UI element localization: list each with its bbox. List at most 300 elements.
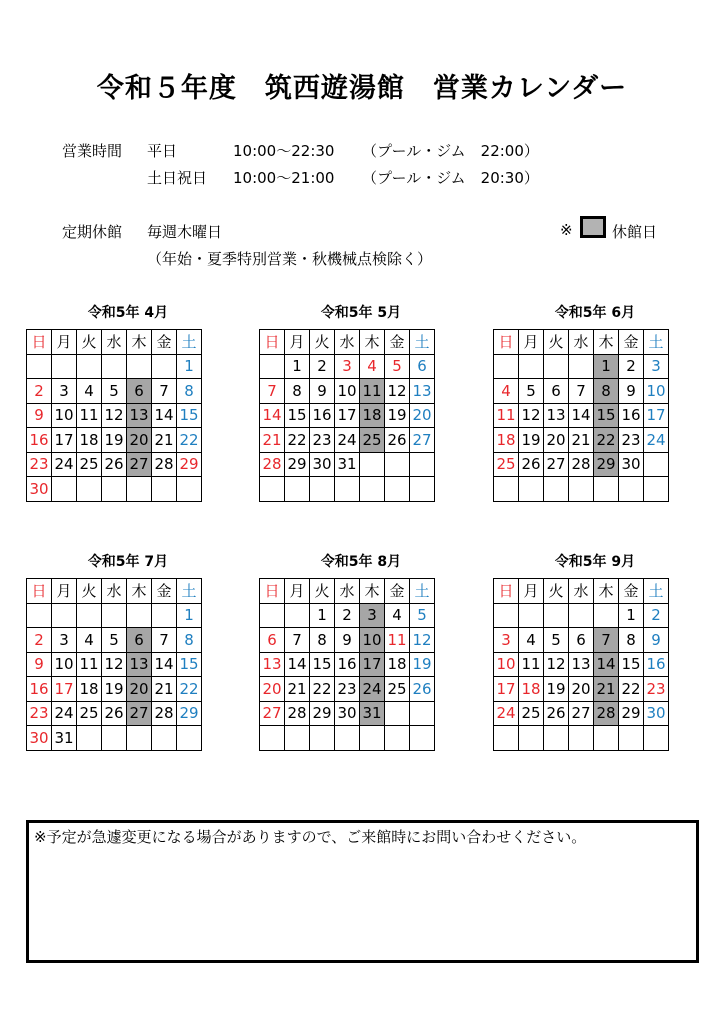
day-cell: 5 <box>102 379 127 404</box>
day-cell: 21 <box>594 677 619 702</box>
weekday-header: 水 <box>569 330 594 355</box>
day-cell: 26 <box>544 701 569 726</box>
day-cell: 23 <box>335 677 360 702</box>
day-cell: 28 <box>152 701 177 726</box>
empty-cell <box>260 354 285 379</box>
empty-cell <box>52 603 77 628</box>
day-cell: 19 <box>544 677 569 702</box>
week-row <box>260 628 435 653</box>
weekday-header: 金 <box>152 330 177 355</box>
empty-cell <box>360 452 385 477</box>
weekday-header: 金 <box>619 579 644 604</box>
day-cell: 1 <box>310 603 335 628</box>
day-cell: 18 <box>77 428 102 453</box>
empty-cell <box>260 603 285 628</box>
day-cell: 17 <box>52 677 77 702</box>
empty-cell <box>127 603 152 628</box>
weekday-header: 月 <box>52 330 77 355</box>
day-cell: 12 <box>102 403 127 428</box>
empty-cell <box>360 726 385 751</box>
weekday-header: 水 <box>335 330 360 355</box>
empty-cell <box>310 477 335 502</box>
day-cell: 26 <box>385 428 410 453</box>
week-row <box>27 428 202 453</box>
week-row <box>260 354 435 379</box>
weekend-pool-time: （プール・ジム 20:30） <box>362 169 539 187</box>
empty-cell <box>544 726 569 751</box>
day-cell: 9 <box>644 628 669 653</box>
weekday-header: 金 <box>385 330 410 355</box>
day-cell: 8 <box>177 379 202 404</box>
day-cell: 31 <box>52 726 77 751</box>
weekday-header: 日 <box>494 579 519 604</box>
day-cell: 15 <box>177 403 202 428</box>
day-cell: 1 <box>177 603 202 628</box>
day-cell: 9 <box>310 379 335 404</box>
day-cell: 22 <box>619 677 644 702</box>
day-cell: 17 <box>335 403 360 428</box>
weekday-header: 月 <box>519 579 544 604</box>
empty-cell <box>519 603 544 628</box>
day-cell: 24 <box>360 677 385 702</box>
empty-cell <box>177 726 202 751</box>
day-cell: 30 <box>27 726 52 751</box>
day-cell: 13 <box>544 403 569 428</box>
weekend-label: 土日祝日 <box>147 169 208 187</box>
day-cell: 19 <box>410 652 435 677</box>
day-cell: 9 <box>335 628 360 653</box>
weekday-header: 木 <box>360 330 385 355</box>
day-cell: 17 <box>644 403 669 428</box>
empty-cell <box>77 477 102 502</box>
weekday-header: 日 <box>27 330 52 355</box>
legend-label: 休館日 <box>612 223 658 241</box>
day-cell: 10 <box>360 628 385 653</box>
day-cell: 3 <box>335 354 360 379</box>
empty-cell <box>519 354 544 379</box>
week-row <box>27 677 202 702</box>
day-cell: 22 <box>285 428 310 453</box>
weekday-header: 日 <box>27 579 52 604</box>
week-row <box>260 477 435 502</box>
empty-cell <box>644 726 669 751</box>
weekday-header: 水 <box>102 330 127 355</box>
day-cell: 2 <box>310 354 335 379</box>
empty-cell <box>52 477 77 502</box>
day-cell: 29 <box>177 452 202 477</box>
day-cell: 19 <box>102 677 127 702</box>
day-cell: 24 <box>52 452 77 477</box>
weekday-header-row <box>260 579 435 604</box>
weekday-header: 火 <box>544 330 569 355</box>
weekday-pool-time: （プール・ジム 22:00） <box>362 142 539 160</box>
empty-cell <box>127 354 152 379</box>
day-cell: 20 <box>127 677 152 702</box>
day-cell: 16 <box>335 652 360 677</box>
empty-cell <box>27 354 52 379</box>
day-cell: 21 <box>152 677 177 702</box>
empty-cell <box>385 701 410 726</box>
weekday-header-row <box>494 330 669 355</box>
day-cell: 23 <box>619 428 644 453</box>
day-cell: 25 <box>385 677 410 702</box>
weekday-header: 土 <box>644 330 669 355</box>
day-cell: 23 <box>310 428 335 453</box>
weekday-header: 木 <box>127 579 152 604</box>
empty-cell <box>77 603 102 628</box>
day-cell: 27 <box>569 701 594 726</box>
day-cell: 18 <box>494 428 519 453</box>
week-row <box>494 628 669 653</box>
weekday-header: 土 <box>644 579 669 604</box>
week-row <box>260 428 435 453</box>
day-cell: 28 <box>152 452 177 477</box>
day-cell: 15 <box>285 403 310 428</box>
note-text: ※予定が急遽変更になる場合がありますので、ご来館時にお問い合わせください。 <box>34 828 587 846</box>
weekday-header: 木 <box>594 330 619 355</box>
empty-cell <box>285 726 310 751</box>
day-cell: 15 <box>177 652 202 677</box>
day-cell: 22 <box>594 428 619 453</box>
day-cell: 1 <box>285 354 310 379</box>
day-cell: 29 <box>619 701 644 726</box>
day-cell: 18 <box>77 677 102 702</box>
week-row <box>27 354 202 379</box>
empty-cell <box>410 726 435 751</box>
day-cell: 22 <box>310 677 335 702</box>
weekday-header-row <box>494 579 669 604</box>
day-cell: 27 <box>127 701 152 726</box>
empty-cell <box>594 477 619 502</box>
day-cell: 3 <box>644 354 669 379</box>
day-cell: 29 <box>310 701 335 726</box>
weekday-header-row <box>27 330 202 355</box>
day-cell: 8 <box>310 628 335 653</box>
empty-cell <box>410 701 435 726</box>
day-cell: 28 <box>260 452 285 477</box>
week-row <box>494 677 669 702</box>
day-cell: 24 <box>335 428 360 453</box>
calendar-title: 令和5年 9月 <box>554 554 636 570</box>
week-row <box>27 403 202 428</box>
day-cell: 30 <box>619 452 644 477</box>
empty-cell <box>27 603 52 628</box>
day-cell: 13 <box>127 403 152 428</box>
calendar-grid <box>26 329 202 502</box>
day-cell: 6 <box>127 379 152 404</box>
day-cell: 21 <box>152 428 177 453</box>
day-cell: 4 <box>77 379 102 404</box>
day-cell: 2 <box>619 354 644 379</box>
empty-cell <box>102 603 127 628</box>
day-cell: 15 <box>310 652 335 677</box>
day-cell: 27 <box>260 701 285 726</box>
day-cell: 22 <box>177 428 202 453</box>
empty-cell <box>494 354 519 379</box>
day-cell: 2 <box>644 603 669 628</box>
weekday-header: 金 <box>619 330 644 355</box>
day-cell: 20 <box>127 428 152 453</box>
calendar-grid <box>26 578 202 751</box>
week-row <box>260 701 435 726</box>
empty-cell <box>260 477 285 502</box>
day-cell: 7 <box>260 379 285 404</box>
week-row <box>494 726 669 751</box>
day-cell: 7 <box>594 628 619 653</box>
empty-cell <box>594 603 619 628</box>
day-cell: 18 <box>360 403 385 428</box>
day-cell: 14 <box>285 652 310 677</box>
day-cell: 29 <box>177 701 202 726</box>
empty-cell <box>569 603 594 628</box>
day-cell: 11 <box>494 403 519 428</box>
day-cell: 26 <box>519 452 544 477</box>
empty-cell <box>644 477 669 502</box>
weekday-header: 日 <box>260 330 285 355</box>
day-cell: 31 <box>360 701 385 726</box>
calendar-grid <box>493 578 669 751</box>
day-cell: 4 <box>385 603 410 628</box>
calendar-title: 令和5年 4月 <box>87 305 169 321</box>
day-cell: 13 <box>127 652 152 677</box>
week-row <box>494 603 669 628</box>
day-cell: 8 <box>285 379 310 404</box>
day-cell: 8 <box>594 379 619 404</box>
day-cell: 18 <box>385 652 410 677</box>
legend-mark: ※ <box>560 221 573 239</box>
day-cell: 10 <box>52 403 77 428</box>
day-cell: 17 <box>494 677 519 702</box>
week-row <box>260 452 435 477</box>
day-cell: 15 <box>594 403 619 428</box>
empty-cell <box>644 452 669 477</box>
weekday-header: 火 <box>310 579 335 604</box>
week-row <box>27 726 202 751</box>
day-cell: 21 <box>569 428 594 453</box>
weekday-header: 木 <box>360 579 385 604</box>
day-cell: 14 <box>594 652 619 677</box>
day-cell: 18 <box>519 677 544 702</box>
weekday-header: 月 <box>285 330 310 355</box>
weekday-header: 日 <box>260 579 285 604</box>
empty-cell <box>52 354 77 379</box>
week-row <box>27 477 202 502</box>
day-cell: 30 <box>644 701 669 726</box>
day-cell: 7 <box>152 379 177 404</box>
empty-cell <box>102 354 127 379</box>
closed-rule: 毎週木曜日 <box>147 223 223 241</box>
hours-label: 営業時間 <box>62 142 123 160</box>
calendar-title: 令和5年 8月 <box>320 554 402 570</box>
day-cell: 26 <box>410 677 435 702</box>
day-cell: 22 <box>177 677 202 702</box>
day-cell: 16 <box>27 428 52 453</box>
day-cell: 1 <box>619 603 644 628</box>
empty-cell <box>410 452 435 477</box>
empty-cell <box>152 603 177 628</box>
day-cell: 7 <box>152 628 177 653</box>
day-cell: 19 <box>385 403 410 428</box>
week-row <box>494 428 669 453</box>
day-cell: 25 <box>360 428 385 453</box>
day-cell: 27 <box>410 428 435 453</box>
calendar-title: 令和5年 7月 <box>87 554 169 570</box>
day-cell: 7 <box>569 379 594 404</box>
week-row <box>494 379 669 404</box>
day-cell: 25 <box>494 452 519 477</box>
day-cell: 2 <box>27 628 52 653</box>
calendar-title: 令和5年 6月 <box>554 305 636 321</box>
day-cell: 10 <box>644 379 669 404</box>
week-row <box>27 701 202 726</box>
day-cell: 21 <box>285 677 310 702</box>
day-cell: 19 <box>102 428 127 453</box>
weekday-header: 土 <box>177 579 202 604</box>
day-cell: 28 <box>594 701 619 726</box>
weekday-header: 金 <box>385 579 410 604</box>
day-cell: 25 <box>77 452 102 477</box>
day-cell: 3 <box>494 628 519 653</box>
empty-cell <box>544 477 569 502</box>
empty-cell <box>102 726 127 751</box>
weekday-header: 火 <box>310 330 335 355</box>
day-cell: 13 <box>410 379 435 404</box>
day-cell: 20 <box>410 403 435 428</box>
empty-cell <box>285 477 310 502</box>
day-cell: 25 <box>77 701 102 726</box>
week-row <box>260 603 435 628</box>
empty-cell <box>360 477 385 502</box>
day-cell: 9 <box>619 379 644 404</box>
day-cell: 4 <box>519 628 544 653</box>
empty-cell <box>77 726 102 751</box>
day-cell: 11 <box>385 628 410 653</box>
empty-cell <box>127 726 152 751</box>
day-cell: 14 <box>569 403 594 428</box>
day-cell: 27 <box>127 452 152 477</box>
week-row <box>27 652 202 677</box>
day-cell: 12 <box>385 379 410 404</box>
day-cell: 26 <box>102 452 127 477</box>
empty-cell <box>285 603 310 628</box>
day-cell: 15 <box>619 652 644 677</box>
day-cell: 5 <box>385 354 410 379</box>
day-cell: 17 <box>52 428 77 453</box>
day-cell: 14 <box>260 403 285 428</box>
empty-cell <box>335 726 360 751</box>
day-cell: 20 <box>569 677 594 702</box>
empty-cell <box>544 603 569 628</box>
day-cell: 1 <box>594 354 619 379</box>
weekday-header: 水 <box>335 579 360 604</box>
day-cell: 9 <box>27 403 52 428</box>
weekday-header: 土 <box>410 579 435 604</box>
week-row <box>494 403 669 428</box>
weekday-label: 平日 <box>147 142 178 160</box>
empty-cell <box>385 452 410 477</box>
day-cell: 23 <box>27 701 52 726</box>
empty-cell <box>127 477 152 502</box>
week-row <box>27 628 202 653</box>
empty-cell <box>335 477 360 502</box>
empty-cell <box>102 477 127 502</box>
day-cell: 7 <box>285 628 310 653</box>
day-cell: 21 <box>260 428 285 453</box>
day-cell: 4 <box>77 628 102 653</box>
day-cell: 28 <box>569 452 594 477</box>
day-cell: 11 <box>360 379 385 404</box>
day-cell: 26 <box>102 701 127 726</box>
weekday-header: 金 <box>152 579 177 604</box>
day-cell: 16 <box>27 677 52 702</box>
weekday-header: 土 <box>177 330 202 355</box>
day-cell: 12 <box>544 652 569 677</box>
day-cell: 6 <box>544 379 569 404</box>
day-cell: 2 <box>335 603 360 628</box>
week-row <box>260 403 435 428</box>
day-cell: 16 <box>619 403 644 428</box>
empty-cell <box>260 726 285 751</box>
day-cell: 5 <box>544 628 569 653</box>
day-cell: 6 <box>569 628 594 653</box>
weekday-header: 月 <box>285 579 310 604</box>
empty-cell <box>519 477 544 502</box>
empty-cell <box>494 726 519 751</box>
day-cell: 24 <box>494 701 519 726</box>
day-cell: 8 <box>619 628 644 653</box>
weekday-header: 木 <box>127 330 152 355</box>
week-row <box>27 379 202 404</box>
day-cell: 10 <box>52 652 77 677</box>
day-cell: 3 <box>360 603 385 628</box>
week-row <box>260 379 435 404</box>
day-cell: 24 <box>52 701 77 726</box>
empty-cell <box>569 354 594 379</box>
weekday-header: 火 <box>77 330 102 355</box>
weekday-time: 10:00～22:30 <box>233 142 335 160</box>
day-cell: 3 <box>52 628 77 653</box>
day-cell: 8 <box>177 628 202 653</box>
calendar-grid <box>259 329 435 502</box>
weekday-header: 日 <box>494 330 519 355</box>
day-cell: 30 <box>27 477 52 502</box>
weekday-header: 水 <box>569 579 594 604</box>
day-cell: 30 <box>335 701 360 726</box>
day-cell: 27 <box>544 452 569 477</box>
day-cell: 17 <box>360 652 385 677</box>
day-cell: 25 <box>519 701 544 726</box>
day-cell: 2 <box>27 379 52 404</box>
day-cell: 11 <box>77 403 102 428</box>
day-cell: 5 <box>102 628 127 653</box>
day-cell: 6 <box>410 354 435 379</box>
day-cell: 11 <box>519 652 544 677</box>
empty-cell <box>385 477 410 502</box>
empty-cell <box>385 726 410 751</box>
week-row <box>27 452 202 477</box>
weekend-time: 10:00～21:00 <box>233 169 335 187</box>
day-cell: 6 <box>127 628 152 653</box>
empty-cell <box>177 477 202 502</box>
empty-cell <box>152 354 177 379</box>
week-row <box>494 477 669 502</box>
empty-cell <box>77 354 102 379</box>
day-cell: 20 <box>544 428 569 453</box>
day-cell: 12 <box>102 652 127 677</box>
empty-cell <box>619 726 644 751</box>
empty-cell <box>152 477 177 502</box>
day-cell: 29 <box>594 452 619 477</box>
